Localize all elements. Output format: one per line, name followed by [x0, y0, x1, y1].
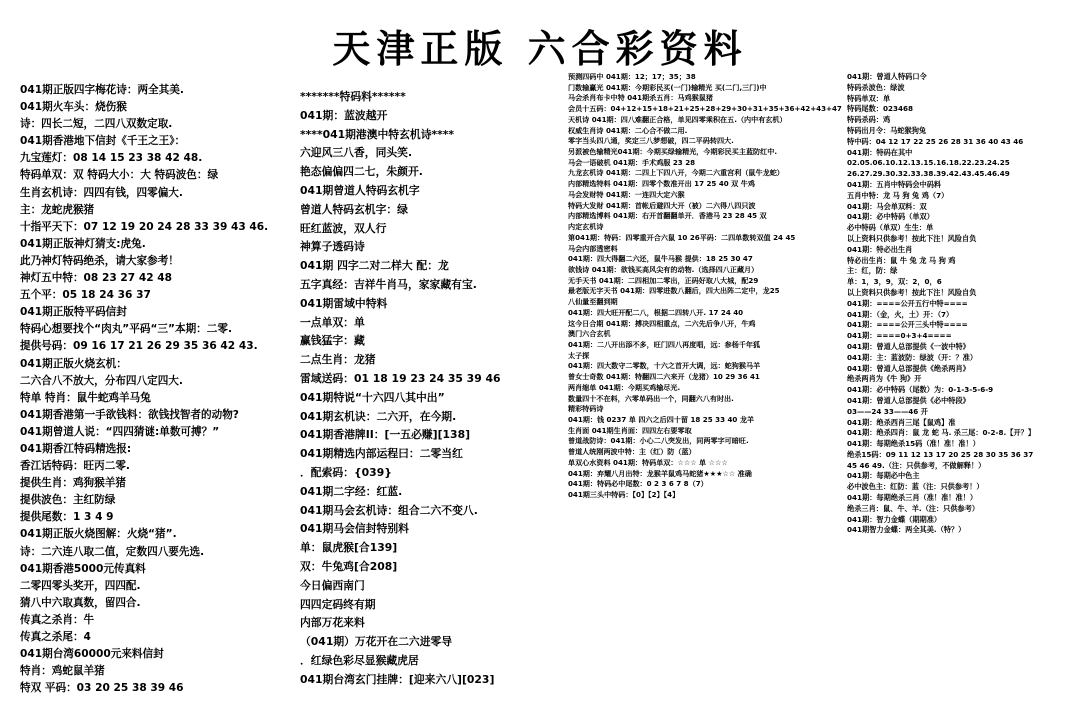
text-line: 041期：钱 0237 单 四六之后四十留 18 25 33 40 龙羊 — [568, 415, 755, 424]
text-line: 041期：曾道人总部提供《一波中特》 — [847, 341, 970, 351]
text-line: 生肖玄机诗：四四有钱，四零偏大. — [20, 186, 183, 199]
text-line: 041期：五肖中特码会中码料 — [847, 179, 942, 189]
text-line: ．配索码：{039} — [300, 465, 392, 479]
text-line: 九宝莲灯：08 14 15 23 38 42 48. — [20, 152, 203, 165]
text-line: 诗：二六连八取二值，定数四八要先选. — [20, 545, 205, 558]
text-line: 这今日合期 041期：搏决四相重点，二六先后争八开，牛鸡 — [568, 318, 756, 328]
text-line: 特码单双：双 特码大小：大 特码波色：绿 — [20, 169, 219, 182]
text-line: 会员十五码：04+12+15+18+21+25+28+29+30+31+35+36+42+43+47 — [568, 104, 842, 114]
text-line: 权威生肖诗 041期：二心合不做二用. — [568, 125, 688, 135]
text-line: 提供尾数：1 3 4 9 — [20, 511, 114, 524]
text-line: 特码心想要找个“肉丸”平码“三”本期：二零. — [20, 323, 232, 336]
text-line: 必中波色主：红防：蓝（注：只供参考！） — [847, 482, 984, 492]
text-line: 特码单双：单 — [847, 93, 891, 103]
text-line: 特码尾数：023468 — [847, 104, 913, 114]
text-line: 特单 特肖：鼠牛蛇鸡羊马兔 — [20, 391, 151, 404]
text-line: 诗：四长二短，二四八双数定取. — [20, 118, 173, 131]
text-line: 太子探 — [568, 350, 590, 360]
text-line: 041期：必中特码（尾数）为：0-1-3-5-6-9 — [847, 385, 994, 395]
text-line: 特肖：鸡蛇鼠羊猪 — [20, 665, 105, 678]
text-line: 马会一语破机 041期：手术鸡服 23 28 — [568, 157, 696, 167]
text-line: 主：龙蛇虎猴猪 — [20, 203, 95, 216]
text-line: 门数输赢光 041期：今期彩民买(一门)输精光 买(二门,三门)中 — [568, 82, 767, 92]
text-line: 此乃神灯特码绝杀，请大家参考！ — [20, 254, 179, 267]
text-line: 单：1，3，9，双：2，0，6 — [847, 277, 942, 287]
text-line: 绝杀三肖：鼠、牛、羊.（注：只供参考） — [847, 503, 980, 513]
text-line: 041期香港第一手欲钱料：欲钱找智者的动物? — [20, 408, 239, 421]
text-line: 041期：马会单双料：双 — [847, 201, 927, 211]
text-line: 041期智力金蝶：两全其美.（特？） — [847, 525, 966, 535]
text-line: 五个平：05 18 24 36 37 — [20, 289, 151, 302]
text-line: 041期：四大旺开配二八，根据二四转八开. 17 24 40 — [568, 307, 744, 317]
text-line: 赢钱猛字：藏 — [300, 334, 365, 348]
text-line: 精彩特码诗 — [568, 404, 604, 414]
text-line: 以上资料只供参考！按此下注！风险自负 — [847, 287, 977, 297]
text-line: 六迎风三八香，同头笑. — [300, 146, 413, 160]
text-line: 特中码：04 12 17 22 25 26 28 31 36 40 43 46 — [847, 136, 1024, 146]
text-line: 传真之杀肖：牛 — [20, 613, 95, 626]
text-line: 041期火车头：烧伤猴 — [20, 101, 127, 114]
text-line: 041期：曾道人总部提供《绝杀两肖》 — [847, 363, 970, 373]
text-line: ****041期港澳中特玄机诗**** — [300, 127, 455, 141]
text-line: 041期香江特码精选报: — [20, 442, 132, 455]
text-line: 天机诗 041期：四八难翻正合格，单见四零乘积在五.（内中有玄机） — [568, 114, 787, 124]
text-line: 零字当头四八通，奖定三八梦想破，四二平码转四大. — [568, 136, 734, 146]
text-line: 041期：二八开出添不多，旺门四八再度唱，远：参杨千年狐 — [568, 339, 761, 349]
text-line: 041期：====0+3+4==== — [847, 331, 952, 341]
text-line: 单双心水资料 041期：特码单双：☆☆☆ 单 ☆☆☆ — [568, 457, 728, 467]
text-line: 041期：====公开五行中特==== — [847, 298, 968, 308]
text-line: 041期：绝杀四肖：鼠 龙 蛇 马. 杀三尾：0-2-8.【开？】 — [847, 428, 1036, 438]
text-line: 041期：必中特码（单双） — [847, 212, 934, 222]
text-line: 特必出生肖：鼠 牛 兔 龙 马 狗 鸡 — [847, 255, 956, 265]
text-line: 041期：每期必中色主 — [847, 471, 920, 481]
text-line: *******特码料****** — [300, 90, 406, 103]
text-line: 生肖面 041期生肖面：四四左右要零取 — [568, 425, 692, 435]
text-line: 神灯五中特：08 23 27 42 48 — [20, 272, 173, 285]
text-line: 澳门六合玄机 — [568, 329, 611, 339]
text-line: 45 46 49.（注：只供参考，不做解释！） — [847, 460, 986, 470]
text-line: 041期曾道人说：“四四猜谜:单数可搏？” — [20, 425, 220, 438]
text-line: 041期：====公开三头中特==== — [847, 320, 968, 330]
text-line: 041期：特码在其中 — [847, 147, 913, 157]
text-line: 最老版无字天书 041期：四零进数八翻后，四大出阵二定中，龙25 — [568, 286, 780, 296]
text-line: 传真之杀尾：4 — [20, 631, 91, 643]
text-line: 041期：曾道人总部提供《必中特段》 — [847, 395, 970, 405]
text-line: 041期台湾玄门挂牌：[迎来六八][023] — [300, 672, 495, 686]
text-line: （041期）万花开在二六进零导 — [300, 635, 453, 649]
text-line: 特码杀波色：绿波 — [847, 82, 905, 92]
text-line: 主：红，防：绿 — [847, 266, 898, 276]
text-line: 02.05.06.10.12.13.15.16.18.22.23.24.25 — [847, 158, 1010, 168]
text-line: 无手天书 041期：二四相加二零出，正码好取八大城，配29 — [568, 275, 759, 285]
text-line: 绝杀15码：09 11 12 13 17 20 25 28 30 35 36 37 — [847, 449, 1034, 459]
text-line: 041期香港5000元传真料 — [20, 562, 146, 575]
text-line: 041期：绝杀西肖三尾【鼠鸡】准 — [847, 417, 956, 427]
text-line: 041期：四大得翻二六还，鼠牛马猴 提供：18 25 30 47 — [568, 254, 753, 264]
text-line: 一点单双：单 — [300, 315, 365, 329]
text-line: 041期三头中特码：【0】【2】【4】 — [568, 490, 680, 500]
text-line: 绝杀两肖为《牛 狗》开 — [847, 374, 922, 384]
text-line: 041期：主：蓝波防：绿波（开：？准） — [847, 352, 978, 362]
text-line: 041期特说“十六四八其中出” — [300, 390, 445, 404]
text-line: 041期：特码必中尾数：0 2 3 6 7 8（7） — [568, 479, 708, 489]
text-line: ．红绿色彩尽显猴藏虎居 — [300, 653, 419, 667]
text-line: 041期正版四字梅花诗：两全其美. — [20, 84, 184, 96]
text-line: 041期正版火烧图解：火烧“猪”. — [20, 528, 177, 541]
text-line: 041期玄机诀：二六开，在今期. — [300, 409, 457, 423]
text-line: 香江话特码：旺丙二零. — [20, 460, 130, 473]
text-line: 内部精选博料 041期：右开首翻翻单开．香港马 23 28 45 双 — [568, 211, 767, 221]
text-line: 雷域送码：01 18 19 23 24 35 39 46 — [300, 371, 501, 385]
text-line: 曾道人特码玄机字：绿 — [300, 202, 408, 216]
text-line: 必中特码（单双）生生：单 — [847, 223, 934, 233]
text-line: 提供波色：主红防绿 — [20, 494, 116, 507]
text-line: 041期香港地下信封《千王之王》： — [20, 135, 186, 148]
column-2 — [300, 88, 550, 690]
text-line: 十指平天下：07 12 19 20 24 28 33 39 43 46. — [20, 220, 269, 233]
text-line: 曾道战防诗：041期：小心二八突发出，同两零字可暗旺. — [568, 436, 749, 446]
text-line: 二六合八不放大，分布四八定四大. — [20, 374, 183, 387]
text-line: 数量四十不在料，六零单码出一个，同翻六八有时出. — [568, 393, 734, 403]
text-line: 欲钱诗 041期：欲钱买高风尖有的动物.（选择四八正藏月） — [568, 264, 759, 274]
text-line: 艳态偏偏四二七，朱颜开. — [300, 165, 423, 179]
column-4 — [847, 72, 1075, 536]
text-line: 神算子透码诗 — [300, 240, 365, 254]
text-line: 041期：每期绝杀三肖（准！准！准！） — [847, 493, 978, 503]
text-line: 马会杀肖布卡中特 041期杀五肖：马鸡猴鼠猪 — [568, 93, 713, 103]
page-title: 天津正版 六合彩资料 — [332, 26, 748, 71]
text-line: 单：鼠虎猴[合139] — [300, 541, 398, 555]
text-line: 四四定码终有期 — [300, 597, 376, 611]
text-line: 第041期：特码：四零重开合六鼠 10 26平码：二四单数转双值 24 45 — [568, 232, 796, 242]
text-line: 今日偏西南门 — [300, 578, 365, 592]
text-line: 两肖缩单 041期：今期买鸡输尽光. — [568, 382, 681, 392]
text-line: 041期曾道人特码玄机字 — [300, 183, 420, 197]
text-line: 26.27.29.30.32.33.38.39.42.43.45.46.49 — [847, 169, 1010, 179]
text-line: 041期正版火烧玄机： — [20, 357, 127, 370]
text-line: 041期：特必出生肖 — [847, 244, 913, 254]
text-line: 041期：智力金蝶（期期准） — [847, 514, 942, 524]
text-line: 九龙玄机诗 041期：二四上下四八开，今期二六重宫利（鼠牛龙蛇） — [568, 168, 784, 178]
text-line: 041期：每期绝杀15码（准！准！准！） — [847, 439, 980, 449]
text-line: 八仙量至翻到期 — [568, 297, 618, 307]
text-line: 041期正版神灯猜支:虎兔. — [20, 237, 146, 250]
text-line: 提供号码：09 16 17 21 26 29 35 36 42 43. — [20, 340, 258, 353]
text-line: 041期 四字二对二样大 配：龙 — [300, 259, 449, 273]
text-line: 特码大发财 041期：首帐后避四大开（被）二六得八四只波 — [568, 200, 756, 210]
text-line: 041期马会信封特别料 — [300, 522, 409, 536]
text-line: 双：牛兔鸡[合208] — [300, 559, 398, 573]
text-line: 猜八中六取真数，留四合. — [20, 596, 141, 609]
text-line: 041期：蓝波越开 — [300, 108, 388, 122]
text-line: 五肖中特：龙 马 狗 兔 鸡（7） — [847, 190, 949, 200]
text-line: 041期正版特平码信封 — [20, 306, 127, 319]
text-line: 马会内部透密料 — [568, 243, 618, 253]
text-line: 041期精选内部运程曰：二零当红 — [300, 447, 463, 461]
text-line: 041期香港牌II：[一五必赚][138] — [300, 428, 471, 442]
text-line: 041期：曾道人特码口令 — [847, 72, 927, 81]
text-line: 曾女士奇数 041期：特翻四二六来开（龙猪）10 29 36 41 — [568, 372, 760, 382]
text-line: 特码杀码：鸡 — [847, 115, 891, 125]
text-line: 二零四零头奖开，四四配. — [20, 579, 141, 592]
text-line: 041期：弃耀八月出特：龙猴羊鼠鸡马蛇猪★★★☆☆ 准确 — [568, 468, 752, 478]
text-line: 内部精选特料 041期：四零个数准开出 17 25 40 双 牛鸡 — [568, 179, 755, 189]
text-line: 03——24 33——46 开 — [847, 406, 928, 416]
text-line: 内部万花来料 — [300, 616, 365, 630]
text-line: 特双 平码：03 20 25 38 39 46 — [20, 682, 184, 695]
text-line: 041期马会玄机诗：组合二六不变八. — [300, 503, 478, 517]
text-line: 马会发财特 041期：一连四大定六猴 — [568, 189, 685, 199]
text-line: 041期：（金，火，土）开：（7） — [847, 309, 954, 319]
text-line: 另派被色输精光041期：今期买绿输精光，今期彩民买主蓝防红中. — [568, 147, 778, 157]
text-line: 041期：四大数守二零数，十六之首开大调，远：蛇狗猴马羊 — [568, 361, 761, 371]
text-line: 041期二字经：红蓝. — [300, 484, 403, 498]
text-line: 五字真经：吉祥牛肖马，家家藏有宝. — [300, 277, 477, 291]
text-line: 预测四码中 041期：12；17；35；38 — [568, 72, 696, 81]
column-1 — [20, 82, 292, 697]
text-line: 特码出月令：马蛇猴狗兔 — [847, 125, 927, 135]
text-line: 旺红蓝波，双人行 — [300, 221, 387, 235]
text-line: 曾道人统刚两波中特：主（红）防（蓝） — [568, 447, 696, 457]
text-line: 提供生肖：鸡狗猴羊猪 — [20, 477, 126, 490]
text-line: 041期雷域中特料 — [300, 296, 388, 310]
text-line: 以上资料只供参考！按此下注！风险自负 — [847, 233, 977, 243]
text-line: 二点生肖：龙猪 — [300, 353, 376, 367]
column-3 — [568, 72, 846, 501]
text-line: 内定玄机诗 — [568, 222, 604, 232]
text-line: 041期台湾60000元来料信封 — [20, 648, 164, 661]
